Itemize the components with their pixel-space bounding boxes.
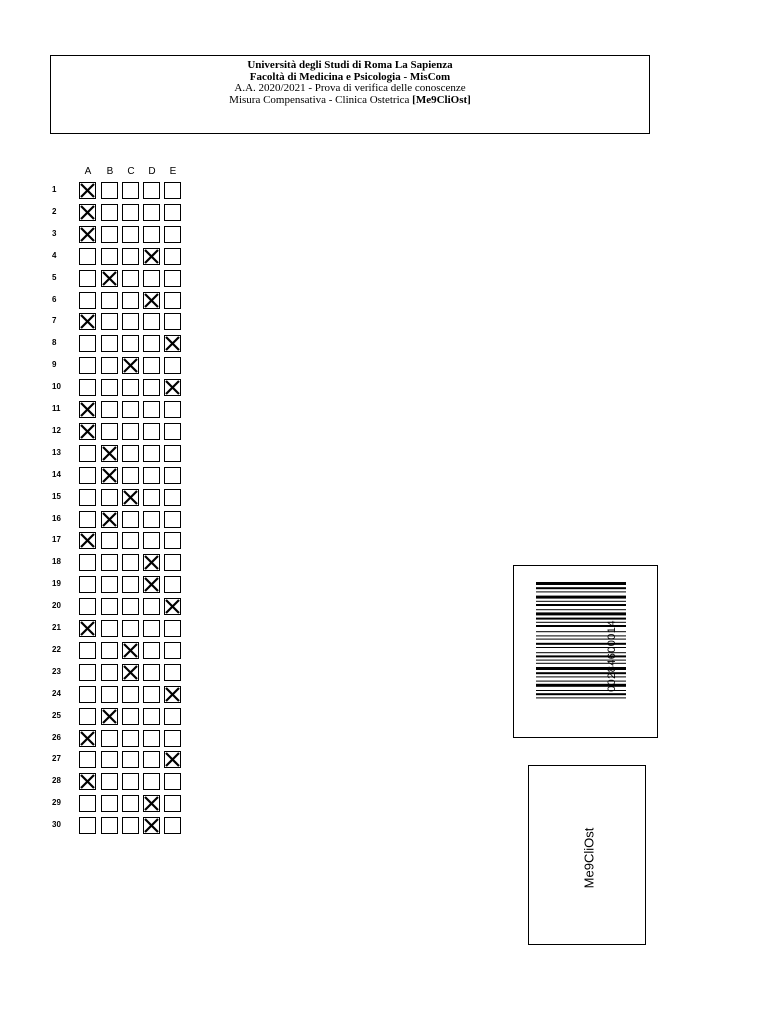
answer-box-e[interactable] xyxy=(164,817,181,834)
answer-box-c[interactable] xyxy=(122,554,139,571)
answer-box-a[interactable] xyxy=(79,664,96,681)
answer-box-d[interactable] xyxy=(143,708,160,725)
answer-box-a[interactable] xyxy=(79,576,96,593)
cross-mark-icon xyxy=(165,380,180,395)
column-letter-b: B xyxy=(106,166,114,177)
answer-box-a[interactable] xyxy=(79,642,96,659)
answer-box-e-marked[interactable] xyxy=(164,686,181,703)
exam-code-box xyxy=(528,765,646,945)
answer-box-e[interactable] xyxy=(164,292,181,309)
answer-box-b[interactable] xyxy=(101,532,118,549)
answer-box-d[interactable] xyxy=(143,620,160,637)
answer-box-d[interactable] xyxy=(143,445,160,462)
answer-box-e[interactable] xyxy=(164,576,181,593)
answer-box-c[interactable] xyxy=(122,620,139,637)
answer-box-c[interactable] xyxy=(122,576,139,593)
answer-box-c[interactable] xyxy=(122,532,139,549)
answer-box-d[interactable] xyxy=(143,730,160,747)
answer-box-c[interactable] xyxy=(122,708,139,725)
cross-mark-icon xyxy=(102,468,117,483)
cross-mark-icon xyxy=(102,446,117,461)
answer-box-d[interactable] xyxy=(143,511,160,528)
answer-box-b-marked[interactable] xyxy=(101,445,118,462)
answer-box-b[interactable] xyxy=(101,554,118,571)
answer-box-b[interactable] xyxy=(101,664,118,681)
answer-box-c[interactable] xyxy=(122,511,139,528)
answer-box-a-marked[interactable] xyxy=(79,182,96,199)
answer-box-a[interactable] xyxy=(79,270,96,287)
answer-box-c[interactable] xyxy=(122,335,139,352)
answer-box-c[interactable] xyxy=(122,598,139,615)
answer-box-d[interactable] xyxy=(143,773,160,790)
answer-box-d-marked[interactable] xyxy=(143,292,160,309)
question-number: 6 xyxy=(52,295,57,304)
question-number: 19 xyxy=(52,579,61,588)
question-number: 1 xyxy=(52,185,57,194)
answer-box-b-marked[interactable] xyxy=(101,708,118,725)
answer-box-d[interactable] xyxy=(143,226,160,243)
question-number: 30 xyxy=(52,820,61,829)
answer-box-d[interactable] xyxy=(143,313,160,330)
cross-mark-icon xyxy=(144,555,159,570)
answer-box-e[interactable] xyxy=(164,730,181,747)
answer-box-a-marked[interactable] xyxy=(79,773,96,790)
cross-mark-icon xyxy=(80,533,95,548)
answer-box-b[interactable] xyxy=(101,598,118,615)
question-number: 12 xyxy=(52,426,61,435)
answer-box-e[interactable] xyxy=(164,401,181,418)
question-number: 24 xyxy=(52,689,61,698)
answer-box-d[interactable] xyxy=(143,642,160,659)
answer-box-d-marked[interactable] xyxy=(143,817,160,834)
answer-box-a[interactable] xyxy=(79,817,96,834)
answer-box-b[interactable] xyxy=(101,751,118,768)
answer-box-b-marked[interactable] xyxy=(101,511,118,528)
faculty-name: Facoltà di Medicina e Psicologia - MisCom xyxy=(249,70,451,83)
answer-box-c-marked[interactable] xyxy=(122,357,139,374)
cross-mark-icon xyxy=(80,314,95,329)
question-number: 27 xyxy=(52,754,61,763)
answer-box-a[interactable] xyxy=(79,489,96,506)
question-number: 13 xyxy=(52,448,61,457)
answer-box-e[interactable] xyxy=(164,642,181,659)
answer-box-a-marked[interactable] xyxy=(79,313,96,330)
question-number: 4 xyxy=(52,251,57,260)
answer-box-b[interactable] xyxy=(101,773,118,790)
question-number: 15 xyxy=(52,492,61,501)
answer-box-b[interactable] xyxy=(101,335,118,352)
exam-title-text: Misura Compensativa - Clinica Ostetrica xyxy=(229,93,413,106)
barcode-box xyxy=(513,565,658,738)
answer-box-d[interactable] xyxy=(143,379,160,396)
answer-box-a[interactable] xyxy=(79,795,96,812)
question-number: 26 xyxy=(52,733,61,742)
cross-mark-icon xyxy=(80,402,95,417)
answer-box-a[interactable] xyxy=(79,292,96,309)
cross-mark-icon xyxy=(144,293,159,308)
answer-box-e[interactable] xyxy=(164,532,181,549)
cross-mark-icon xyxy=(123,490,138,505)
column-letter-e: E xyxy=(169,166,177,177)
answer-box-b[interactable] xyxy=(101,357,118,374)
question-number: 25 xyxy=(52,711,61,720)
barcode-number: 00284600014 xyxy=(606,620,618,692)
answer-box-d[interactable] xyxy=(143,751,160,768)
question-number: 11 xyxy=(52,404,61,413)
answer-box-c[interactable] xyxy=(122,795,139,812)
cross-mark-icon xyxy=(123,643,138,658)
answer-box-e[interactable] xyxy=(164,620,181,637)
answer-box-a[interactable] xyxy=(79,708,96,725)
answer-box-d[interactable] xyxy=(143,598,160,615)
answer-box-e[interactable] xyxy=(164,313,181,330)
answer-box-a-marked[interactable] xyxy=(79,226,96,243)
answer-box-c[interactable] xyxy=(122,270,139,287)
question-number: 8 xyxy=(52,338,57,347)
answer-box-a-marked[interactable] xyxy=(79,423,96,440)
answer-box-d[interactable] xyxy=(143,401,160,418)
answer-box-e[interactable] xyxy=(164,248,181,265)
answer-box-a-marked[interactable] xyxy=(79,204,96,221)
question-number: 18 xyxy=(52,557,61,566)
answer-box-a[interactable] xyxy=(79,686,96,703)
answer-box-c[interactable] xyxy=(122,313,139,330)
answer-box-b[interactable] xyxy=(101,489,118,506)
answer-box-c[interactable] xyxy=(122,730,139,747)
question-number: 16 xyxy=(52,514,61,523)
answer-box-e[interactable] xyxy=(164,511,181,528)
answer-box-d[interactable] xyxy=(143,357,160,374)
answer-box-c[interactable] xyxy=(122,686,139,703)
cross-mark-icon xyxy=(144,249,159,264)
answer-box-e[interactable] xyxy=(164,795,181,812)
answer-box-e[interactable] xyxy=(164,664,181,681)
answer-box-e[interactable] xyxy=(164,357,181,374)
question-number: 23 xyxy=(52,667,61,676)
header-box xyxy=(50,55,650,134)
answer-box-c[interactable] xyxy=(122,445,139,462)
column-letter-a: A xyxy=(84,166,92,177)
cross-mark-icon xyxy=(165,752,180,767)
answer-box-d-marked[interactable] xyxy=(143,795,160,812)
answer-box-e-marked[interactable] xyxy=(164,335,181,352)
answer-box-e[interactable] xyxy=(164,204,181,221)
answer-box-b[interactable] xyxy=(101,686,118,703)
answer-box-e[interactable] xyxy=(164,489,181,506)
answer-box-a-marked[interactable] xyxy=(79,401,96,418)
question-number: 14 xyxy=(52,470,61,479)
answer-box-c[interactable] xyxy=(122,182,139,199)
exam-code-label: Me9CliOst xyxy=(581,827,597,889)
answer-box-b[interactable] xyxy=(101,576,118,593)
answer-box-a[interactable] xyxy=(79,467,96,484)
answer-box-b[interactable] xyxy=(101,248,118,265)
answer-box-b[interactable] xyxy=(101,226,118,243)
answer-box-e[interactable] xyxy=(164,467,181,484)
question-number: 9 xyxy=(52,360,57,369)
answer-box-a[interactable] xyxy=(79,357,96,374)
cross-mark-icon xyxy=(102,512,117,527)
answer-box-e[interactable] xyxy=(164,423,181,440)
answer-box-b[interactable] xyxy=(101,423,118,440)
question-number: 10 xyxy=(52,382,61,391)
answer-box-d[interactable] xyxy=(143,686,160,703)
answer-box-d-marked[interactable] xyxy=(143,248,160,265)
answer-box-e[interactable] xyxy=(164,182,181,199)
cross-mark-icon xyxy=(80,183,95,198)
university-name: Università degli Studi di Roma La Sapienza xyxy=(247,59,453,71)
cross-mark-icon xyxy=(165,687,180,702)
answer-box-b[interactable] xyxy=(101,795,118,812)
answer-box-b[interactable] xyxy=(101,642,118,659)
answer-box-c[interactable] xyxy=(122,751,139,768)
question-number: 17 xyxy=(52,535,61,544)
answer-box-c[interactable] xyxy=(122,204,139,221)
answer-box-c[interactable] xyxy=(122,226,139,243)
question-number: 3 xyxy=(52,229,57,238)
answer-box-c[interactable] xyxy=(122,401,139,418)
cross-mark-icon xyxy=(80,227,95,242)
answer-box-e[interactable] xyxy=(164,226,181,243)
answer-box-b[interactable] xyxy=(101,379,118,396)
cross-mark-icon xyxy=(123,665,138,680)
cross-mark-icon xyxy=(165,599,180,614)
answer-box-e[interactable] xyxy=(164,708,181,725)
cross-mark-icon xyxy=(144,577,159,592)
answer-box-b[interactable] xyxy=(101,292,118,309)
column-letter-c: C xyxy=(127,166,135,177)
answer-box-d[interactable] xyxy=(143,204,160,221)
answer-box-b[interactable] xyxy=(101,182,118,199)
cross-mark-icon xyxy=(80,621,95,636)
answer-box-d-marked[interactable] xyxy=(143,554,160,571)
answer-box-a-marked[interactable] xyxy=(79,532,96,549)
question-number: 22 xyxy=(52,645,61,654)
exam-title xyxy=(51,95,649,107)
cross-mark-icon xyxy=(80,205,95,220)
answer-box-c-marked[interactable] xyxy=(122,664,139,681)
column-letter-d: D xyxy=(148,166,156,177)
question-number: 2 xyxy=(52,207,57,216)
answer-box-d-marked[interactable] xyxy=(143,576,160,593)
answer-box-a-marked[interactable] xyxy=(79,730,96,747)
answer-box-e[interactable] xyxy=(164,554,181,571)
answer-box-e[interactable] xyxy=(164,445,181,462)
answer-box-c[interactable] xyxy=(122,248,139,265)
answer-box-a[interactable] xyxy=(79,445,96,462)
answer-box-e[interactable] xyxy=(164,773,181,790)
cross-mark-icon xyxy=(80,774,95,789)
answer-box-d[interactable] xyxy=(143,489,160,506)
answer-box-d[interactable] xyxy=(143,335,160,352)
answer-box-e[interactable] xyxy=(164,270,181,287)
answer-box-d[interactable] xyxy=(143,532,160,549)
answer-box-a[interactable] xyxy=(79,511,96,528)
academic-year: A.A. 2020/2021 - Prova di verifica delle conoscenze xyxy=(234,82,466,94)
question-number: 28 xyxy=(52,776,61,785)
cross-mark-icon xyxy=(80,731,95,746)
answer-box-c[interactable] xyxy=(122,773,139,790)
answer-box-a[interactable] xyxy=(79,751,96,768)
cross-mark-icon xyxy=(144,796,159,811)
answer-box-e-marked[interactable] xyxy=(164,751,181,768)
answer-box-d[interactable] xyxy=(143,467,160,484)
answer-box-a[interactable] xyxy=(79,379,96,396)
answer-box-b[interactable] xyxy=(101,204,118,221)
cross-mark-icon xyxy=(102,271,117,286)
question-number: 7 xyxy=(52,316,57,325)
answer-box-c[interactable] xyxy=(122,292,139,309)
answer-box-a-marked[interactable] xyxy=(79,620,96,637)
answer-box-c[interactable] xyxy=(122,467,139,484)
answer-box-e-marked[interactable] xyxy=(164,379,181,396)
answer-box-d[interactable] xyxy=(143,270,160,287)
answer-box-b[interactable] xyxy=(101,817,118,834)
answer-box-e-marked[interactable] xyxy=(164,598,181,615)
answer-box-c[interactable] xyxy=(122,379,139,396)
exam-title-code: [Me9CliOst] xyxy=(412,93,471,106)
question-number: 5 xyxy=(52,273,57,282)
answer-box-d[interactable] xyxy=(143,182,160,199)
answer-box-a[interactable] xyxy=(79,554,96,571)
answer-box-d[interactable] xyxy=(143,423,160,440)
answer-box-a[interactable] xyxy=(79,248,96,265)
cross-mark-icon xyxy=(165,336,180,351)
answer-box-d[interactable] xyxy=(143,664,160,681)
answer-box-a[interactable] xyxy=(79,335,96,352)
question-number: 20 xyxy=(52,601,61,610)
answer-box-b[interactable] xyxy=(101,313,118,330)
answer-box-b[interactable] xyxy=(101,401,118,418)
cross-mark-icon xyxy=(123,358,138,373)
question-number: 29 xyxy=(52,798,61,807)
answer-box-a[interactable] xyxy=(79,598,96,615)
cross-mark-icon xyxy=(80,424,95,439)
answer-box-b[interactable] xyxy=(101,620,118,637)
question-number: 21 xyxy=(52,623,61,632)
answer-box-c-marked[interactable] xyxy=(122,489,139,506)
answer-box-b-marked[interactable] xyxy=(101,270,118,287)
answer-box-c-marked[interactable] xyxy=(122,642,139,659)
answer-box-c[interactable] xyxy=(122,817,139,834)
answer-box-c[interactable] xyxy=(122,423,139,440)
answer-box-b-marked[interactable] xyxy=(101,467,118,484)
cross-mark-icon xyxy=(144,818,159,833)
cross-mark-icon xyxy=(102,709,117,724)
answer-box-b[interactable] xyxy=(101,730,118,747)
